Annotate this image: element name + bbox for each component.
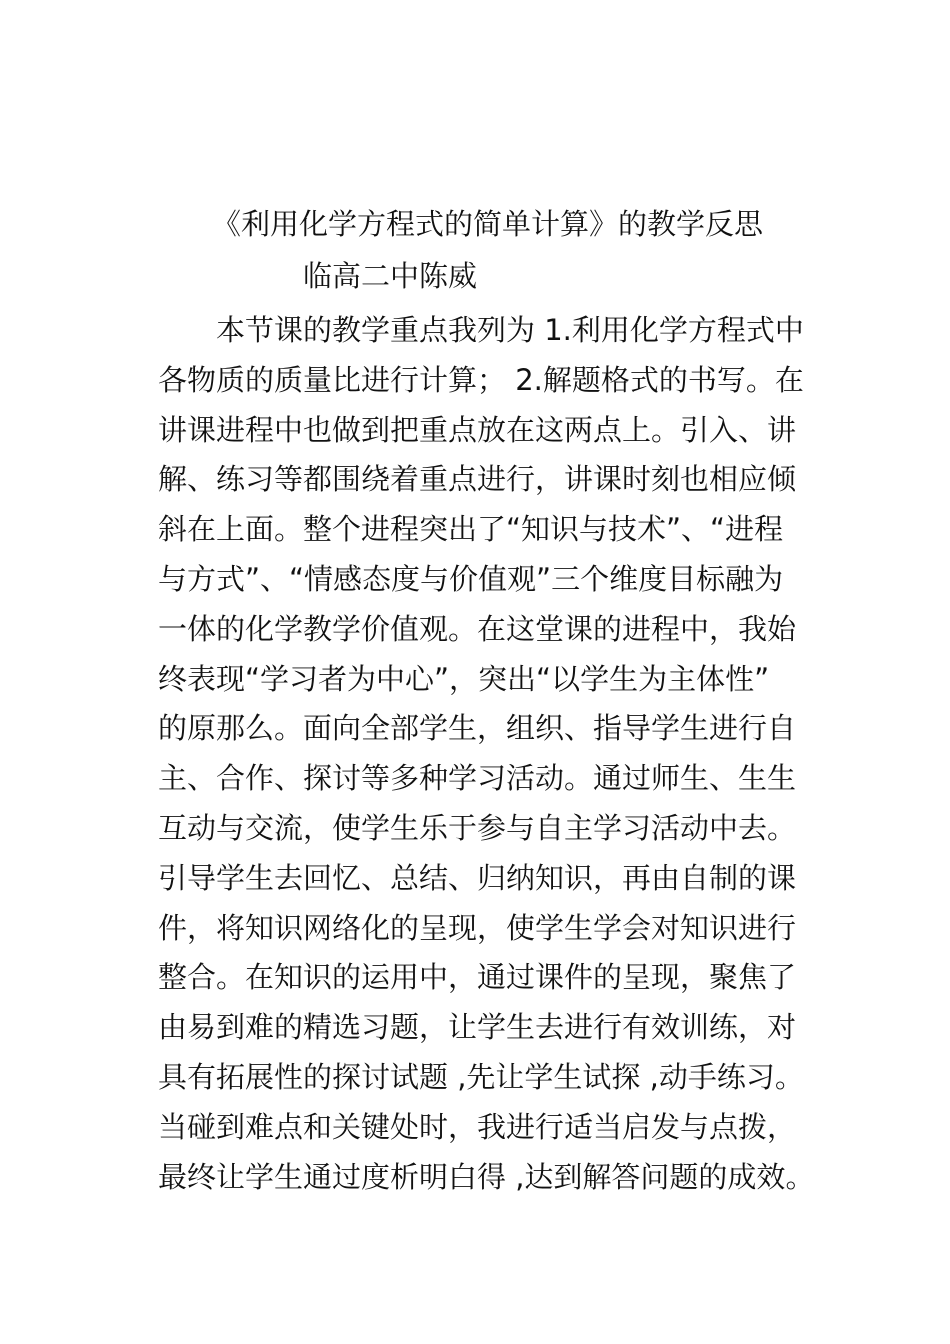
paragraph-line: 本节课的教学重点我列为 1.利用化学方程式中: [158, 313, 804, 347]
paragraph-line: 终表现“学习者为中心”，突出“以学生为主体性”: [158, 661, 770, 696]
paragraph-line: 斜在上面。整个进程突出了“知识与技术”、“进程: [158, 512, 784, 547]
paragraph-line: 整合。在知识的运用中，通过课件的呈现，聚焦了: [158, 960, 797, 995]
paragraph-line: 最终让学生通过度析明白得 ,达到解答问题的成效。: [158, 1159, 815, 1194]
paragraph-line: 具有拓展性的探讨试题 ,先让学生试探 ,动手练习。: [158, 1059, 804, 1094]
paragraph-line: 主、合作、探讨等多种学习活动。通过师生、生生: [158, 761, 797, 796]
paragraph-line: 引导学生去回忆、总结、归纳知识，再由自制的课: [158, 860, 797, 895]
paragraph-line: 由易到难的精选习题，让学生去进行有效训练，对: [158, 1010, 797, 1045]
paragraph-line: 解、练习等都围绕着重点进行，讲课时刻也相应倾: [158, 462, 797, 497]
paragraph-line: 互动与交流，使学生乐于参与自主学习活动中去。: [158, 810, 797, 845]
paragraph-line: 的原那么。面向全部学生，组织、指导学生进行自: [158, 711, 797, 746]
document-title: 《利用化学方程式的简单计算》的教学反思: [212, 207, 764, 241]
document-author: 临高二中陈威: [303, 259, 478, 293]
paragraph-line: 各物质的质量比进行计算； 2.解题格式的书写。在: [158, 362, 804, 397]
paragraph-line: 件，将知识网络化的呈现，使学生学会对知识进行: [158, 910, 797, 945]
body-paragraph: [158, 306, 815, 1202]
paragraph-line: 与方式”、“情感态度与价值观”三个维度目标融为: [158, 561, 784, 596]
paragraph-line: 当碰到难点和关键处时，我进行适当启发与点拨，: [158, 1109, 797, 1144]
paragraph-line: 一体的化学教学价值观。在这堂课的进程中，我始: [158, 611, 797, 646]
paragraph-line: 讲课进程中也做到把重点放在这两点上。引入、讲: [158, 412, 797, 447]
